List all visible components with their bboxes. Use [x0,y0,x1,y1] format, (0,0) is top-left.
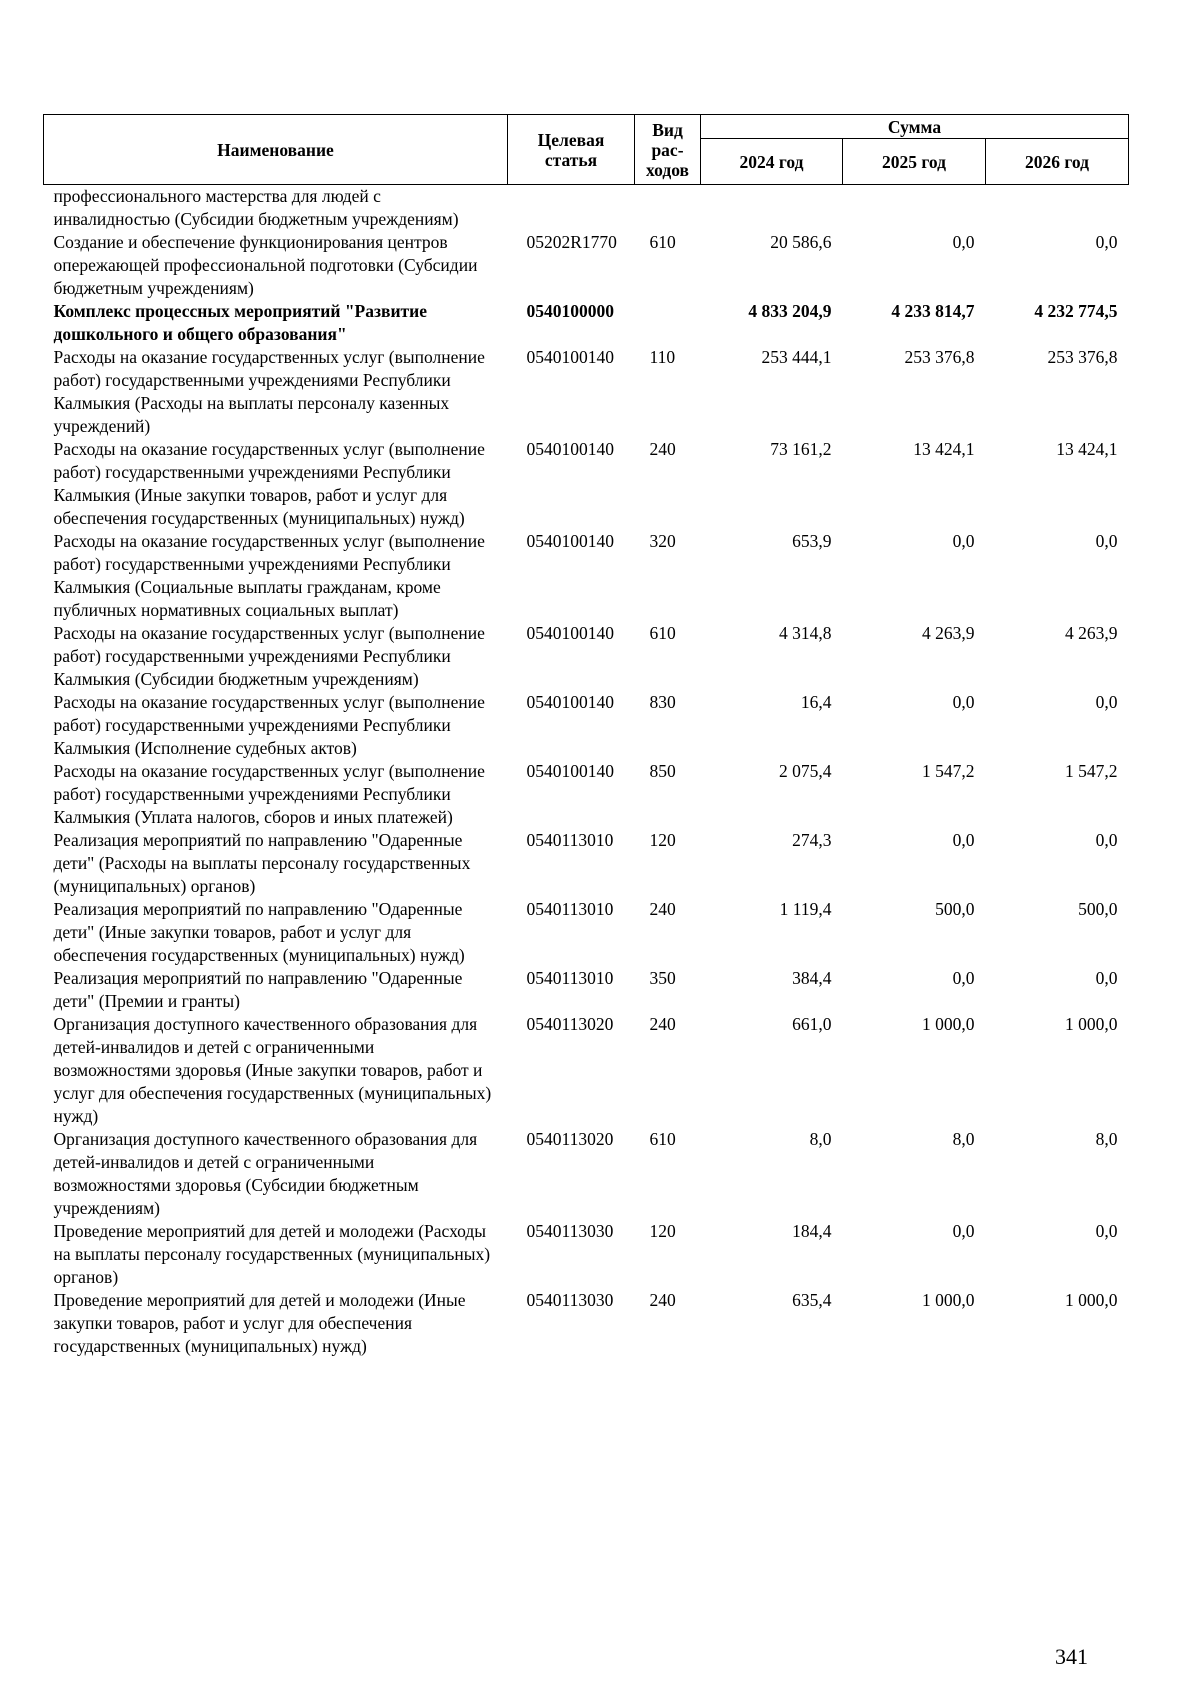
row-sum-2025: 1 547,2 [922,761,975,781]
row-sum-2025: 0,0 [952,232,975,252]
row-expense-kind [635,185,701,232]
row-sum-2026: 1 000,0 [1065,1290,1118,1310]
row-sum-2026: 0,0 [1095,692,1118,712]
row-name: Проведение мероприятий для детей и молодежи (Иные закупки товаров, работ и услуг для обеспечения государственных (муниципальных) нужд) [53,1290,466,1356]
row-target-article: 0540113010 [526,968,614,988]
row-sum-2024: 274,3 [792,830,832,850]
row-target-article: 0540100140 [526,531,614,551]
row-target-article: 0540113030 [526,1221,614,1241]
table-body [44,185,1129,1359]
header-sum: Сумма [701,115,1129,139]
row-target-article: 0540100140 [526,761,614,781]
row-expense-kind: 830 [649,692,676,712]
row-target-article: 0540100140 [526,347,614,367]
row-sum-2025: 0,0 [952,1221,975,1241]
row-expense-kind: 320 [649,531,676,551]
row-sum-2026: 0,0 [1095,1221,1118,1241]
row-sum-2026: 4 232 774,5 [1034,301,1118,321]
row-name: Расходы на оказание государственных услуг (выполнение работ) государственными учреждениями Республики Калмыкия (Социальные выплаты гражданам, кроме публичных нормативных социальных выплат) [53,531,485,620]
row-sum-2024: 73 161,2 [770,439,832,459]
header-expense-kind [635,115,701,185]
row-sum-2024: 253 444,1 [761,347,832,367]
table-row [44,346,1129,438]
header-name: Наименование [44,115,508,185]
row-expense-kind [635,300,701,346]
header-year-2025: 2025 год [843,139,986,185]
row-sum-2026: 0,0 [1095,968,1118,988]
row-expense-kind: 610 [649,623,676,643]
header-target-article-line2: статья [544,149,598,170]
row-sum-2025: 253 376,8 [904,347,975,367]
budget-table [43,114,1129,1358]
row-sum-2024: 4 314,8 [779,623,832,643]
header-year-2024: 2024 год [701,139,843,185]
row-target-article [508,185,635,232]
row-sum-2025: 1 000,0 [922,1290,975,1310]
row-sum-2026: 1 547,2 [1065,761,1118,781]
row-sum-2025: 0,0 [952,830,975,850]
row-sum-2024: 2 075,4 [779,761,832,781]
row-name: Расходы на оказание государственных услуг (выполнение работ) государственными учреждениями Республики Калмыкия (Исполнение судебных актов) [53,692,485,758]
table-row [44,1220,1129,1289]
row-target-article: 0540100140 [526,623,614,643]
row-target-article: 0540100000 [526,301,614,321]
row-sum-2026: 0,0 [1095,830,1118,850]
row-expense-kind: 240 [649,439,676,459]
table-row [44,691,1129,760]
row-name: Организация доступного качественного образования для детей-инвалидов и детей с ограниченными возможностями здоровья (Иные закупки товаров, работ и услуг для обеспечения государственных (муниципальных) нужд) [53,1014,492,1126]
row-sum-2024: 184,4 [792,1221,832,1241]
row-name: Реализация мероприятий по направлению "Одаренные дети" (Иные закупки товаров, работ и услуг для обеспечения государственных (муниципальных) нужд) [53,899,465,965]
row-target-article: 0540113030 [526,1290,614,1310]
row-name: Комплекс процессных мероприятий "Развитие дошкольного и общего образования" [53,301,427,344]
row-sum-2024: 384,4 [792,968,832,988]
row-sum-2026: 13 424,1 [1056,439,1118,459]
table-row [44,185,1129,232]
header-expense-kind-line1: Вид [652,119,683,140]
row-sum-2025: 4 263,9 [922,623,975,643]
table-row [44,829,1129,898]
row-sum-2025: 0,0 [952,968,975,988]
table-row [44,438,1129,530]
row-sum-2025: 0,0 [952,531,975,551]
row-sum-2024: 8,0 [809,1129,832,1149]
row-sum-2024: 635,4 [792,1290,832,1310]
row-sum-2024: 661,0 [792,1014,832,1034]
row-expense-kind: 350 [649,968,676,988]
row-expense-kind: 110 [649,347,676,367]
row-sum-2025: 8,0 [952,1129,975,1149]
row-sum-2025: 13 424,1 [913,439,975,459]
table-row [44,760,1129,829]
row-name: Расходы на оказание государственных услуг (выполнение работ) государственными учреждениями Республики Калмыкия (Субсидии бюджетным учреждениям) [53,623,485,689]
table-row [44,1289,1129,1358]
row-expense-kind: 240 [649,1290,676,1310]
row-target-article: 0540113020 [526,1129,614,1149]
row-sum-2024: 653,9 [792,531,832,551]
row-target-article: 0540113010 [526,830,614,850]
row-expense-kind: 120 [649,1221,676,1241]
row-sum-2025: 0,0 [952,692,975,712]
row-expense-kind: 120 [649,830,676,850]
row-sum-2026: 4 263,9 [1065,623,1118,643]
row-sum-2025: 1 000,0 [922,1014,975,1034]
row-expense-kind: 610 [649,232,676,252]
row-name: Организация доступного качественного образования для детей-инвалидов и детей с ограниченными возможностями здоровья (Субсидии бюджетным учреждениям) [53,1129,478,1218]
row-sum-2026: 1 000,0 [1065,1014,1118,1034]
row-sum-2024: 16,4 [800,692,832,712]
row-expense-kind: 850 [649,761,676,781]
row-sum-2024: 20 586,6 [770,232,832,252]
row-sum-2025: 500,0 [935,899,975,919]
table-row [44,1128,1129,1220]
row-name: Создание и обеспечение функционирования центров опережающей профессиональной подготовки (Субсидии бюджетным учреждениям) [53,232,478,298]
row-sum-2026: 500,0 [1078,899,1118,919]
row-expense-kind: 240 [649,1014,676,1034]
row-name: Расходы на оказание государственных услуг (выполнение работ) государственными учреждениями Республики Калмыкия (Иные закупки товаров, работ и услуг для обеспечения государственных (муниципальных) нужд) [53,439,485,528]
page-number: 341 [1055,1644,1088,1669]
header-expense-kind-line3: ходов [646,159,689,180]
header-year-2026: 2026 год [986,139,1129,185]
row-name: Реализация мероприятий по направлению "Одаренные дети" (Расходы на выплаты персоналу государственных (муниципальных) органов) [53,830,471,896]
row-name: Реализация мероприятий по направлению "Одаренные дети" (Премии и гранты) [53,968,463,1011]
table-row-section [44,300,1129,346]
row-name: Расходы на оказание государственных услуг (выполнение работ) государственными учреждениями Республики Калмыкия (Уплата налогов, сборов и иных платежей) [53,761,485,827]
row-sum-2025: 4 233 814,7 [891,301,975,321]
row-sum-2024: 4 833 204,9 [748,301,832,321]
row-name: Расходы на оказание государственных услуг (выполнение работ) государственными учреждениями Республики Калмыкия (Расходы на выплаты персоналу казенных учреждений) [53,347,485,436]
table-row [44,1013,1129,1128]
row-target-article: 0540100140 [526,439,614,459]
row-target-article: 0540100140 [526,692,614,712]
table-row [44,231,1129,300]
table-row [44,622,1129,691]
row-sum-2026: 0,0 [1095,232,1118,252]
header-target-article [508,115,635,185]
table-row [44,898,1129,967]
row-target-article: 05202R1770 [526,232,617,252]
row-expense-kind: 610 [649,1129,676,1149]
header-target-article-line1: Целевая [537,129,605,150]
row-sum-2024 [701,185,843,232]
row-sum-2026: 8,0 [1095,1129,1118,1149]
row-sum-2025 [843,185,986,232]
header-expense-kind-line2: рас- [651,139,684,160]
row-target-article: 0540113010 [526,899,614,919]
table-row [44,967,1129,1013]
row-sum-2026: 0,0 [1095,531,1118,551]
table-row [44,530,1129,622]
row-name: Проведение мероприятий для детей и молодежи (Расходы на выплаты персоналу государственных (муниципальных) органов) [53,1221,491,1287]
row-target-article: 0540113020 [526,1014,614,1034]
row-sum-2026: 253 376,8 [1047,347,1118,367]
row-sum-2024: 1 119,4 [779,899,832,919]
row-sum-2026 [986,185,1129,232]
row-expense-kind: 240 [649,899,676,919]
row-name: профессионального мастерства для людей с инвалидностью (Субсидии бюджетным учреждениям) [53,186,459,229]
table-header [44,115,1129,185]
